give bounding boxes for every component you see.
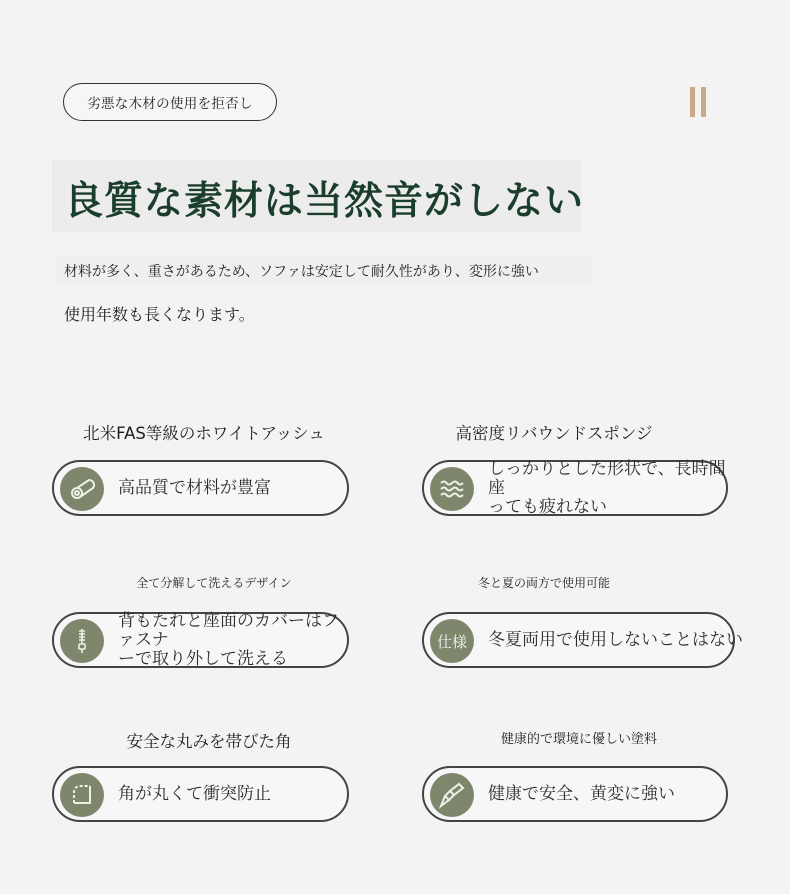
season-badge-icon [430,619,474,663]
zipper-icon [60,619,104,663]
rounded-corner-icon [60,773,104,817]
wave-sponge-icon [430,467,474,511]
feature-text: 背もたれと座面のカバーはファスナ ーで取り外して洗える [118,610,339,669]
feature-text: しっかりとした形状で、長時間座 っても疲れない [488,458,726,517]
feature-text: 高品質で材料が豊富 [118,477,271,498]
feature-heading: 高密度リバウンドスポンジ [455,424,653,443]
feature-text: 角が丸くて衝突防止 [118,783,271,804]
feature-pill-seasons [422,612,743,668]
feature-pill-sponge [422,460,728,516]
feature-pill-rounded-corners [52,766,349,822]
paint-brush-icon [430,773,474,817]
feature-heading: 健康的で環境に優しい塗料 [500,732,657,747]
feature-pill-white-ash [52,460,349,516]
pause-icon[interactable] [690,87,708,117]
page-title: 良質な素材は当然音がしない [64,179,585,224]
feature-heading: 全て分解して洗えるデザイン [136,576,292,590]
feature-text: 健康で安全、黄変に強い [488,783,675,804]
feature-heading: 安全な丸みを帯びた角 [126,732,292,751]
wood-log-icon [60,467,104,511]
feature-heading: 北米FAS等級のホワイトアッシュ [83,424,325,443]
tag-pill: 劣悪な木材の使用を拒否し [63,83,277,121]
feature-pill-washable [52,612,349,668]
feature-text: 冬夏両用で使用しないことはない [488,629,743,650]
feature-pill-paint [422,766,728,822]
subtitle-line-1: 材料が多く、重さがあるため、ソファは安定して耐久性があり、変形に強い [64,264,539,280]
subtitle-line-2: 使用年数も長くなります。 [64,305,255,324]
season-badge-label: 仕様 [436,632,467,651]
feature-heading: 冬と夏の両方で使用可能 [477,576,610,590]
